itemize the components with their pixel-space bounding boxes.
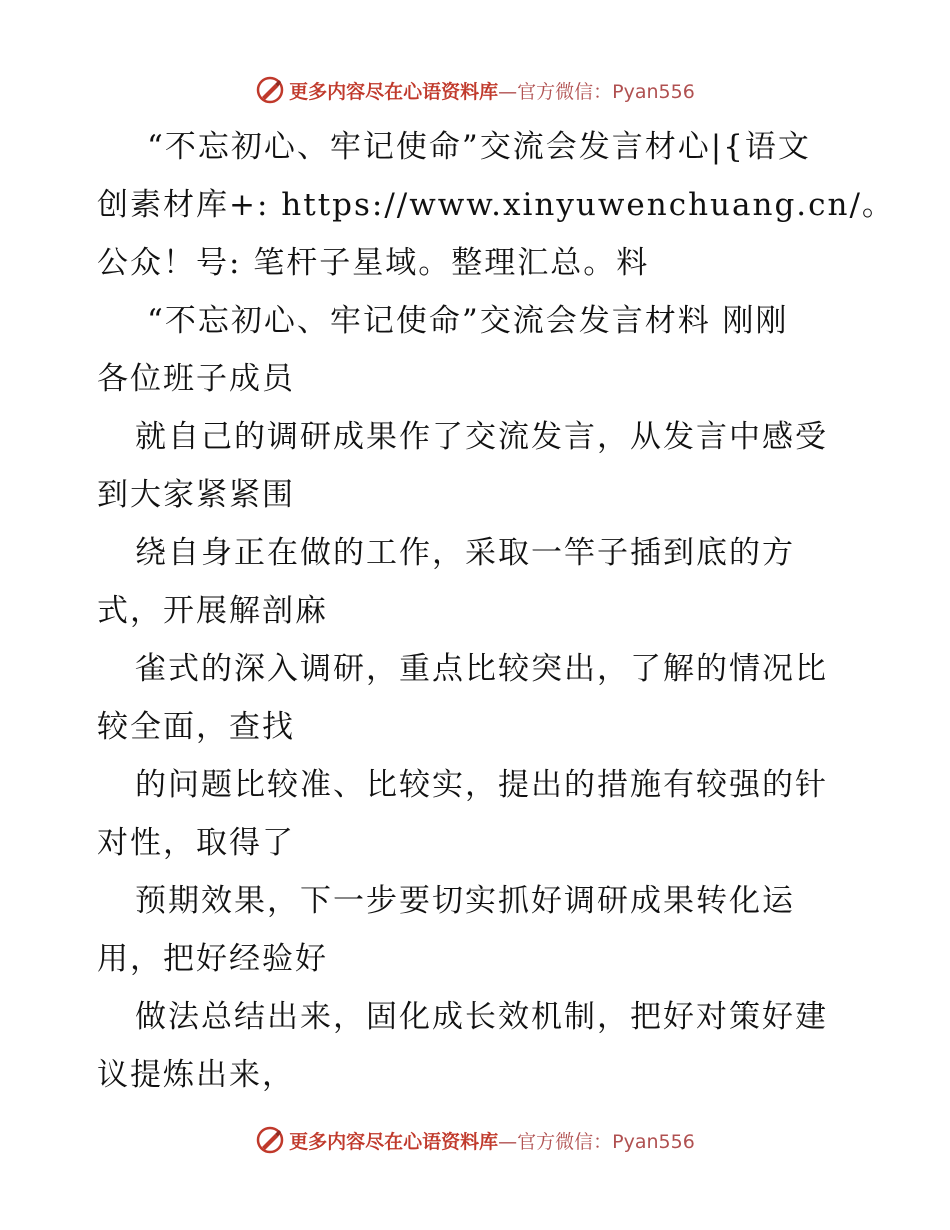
quill-pen-logo-icon: [255, 1125, 285, 1155]
header-watermark: [0, 70, 950, 110]
document-body: [97, 118, 895, 1104]
footer-watermark: [0, 1120, 950, 1160]
body-line: 各位班子成员: [97, 361, 295, 397]
body-line: 对性，取得了: [97, 825, 295, 861]
watermark-text: [289, 77, 695, 104]
watermark-sub-text: —官方微信：Pyan556: [498, 80, 695, 103]
body-line: 用，把好经验好: [97, 941, 328, 977]
watermark-sub-text: —官方微信：Pyan556: [498, 1130, 695, 1153]
body-line: 较全面，查找: [97, 709, 295, 745]
body-line: 雀式的深入调研，重点比较突出，了解的情况比: [135, 651, 828, 687]
body-line: 式，开展解剖麻: [97, 593, 328, 629]
body-line: 到大家紧紧围: [97, 477, 295, 513]
watermark-text: [289, 1127, 695, 1154]
quill-pen-logo-icon: [255, 75, 285, 105]
watermark-main-text: 更多内容尽在心语资料库: [289, 80, 499, 103]
body-line: 的问题比较准、比较实，提出的措施有较强的针: [135, 767, 828, 803]
body-line: “不忘初心、牢记使命”交流会发言材料 刚刚: [147, 303, 789, 339]
watermark-main-text: 更多内容尽在心语资料库: [289, 1130, 499, 1153]
body-line: 就自己的调研成果作了交流发言，从发言中感受: [135, 419, 828, 455]
body-line: 创素材库+: https://www.xinyuwenchuang.cn/。: [97, 187, 895, 223]
body-line: “不忘初心、牢记使命”交流会发言材心|{语文: [147, 129, 811, 165]
body-line: 绕自身正在做的工作，采取一竿子插到底的方: [135, 535, 795, 571]
body-line: 议提炼出来，: [97, 1057, 295, 1093]
body-line: 公众！号: 笔杆子星域。整理汇总。料: [97, 245, 650, 281]
body-line: 做法总结出来，固化成长效机制，把好对策好建: [135, 999, 828, 1035]
body-line: 预期效果，下一步要切实抓好调研成果转化运: [135, 883, 795, 919]
